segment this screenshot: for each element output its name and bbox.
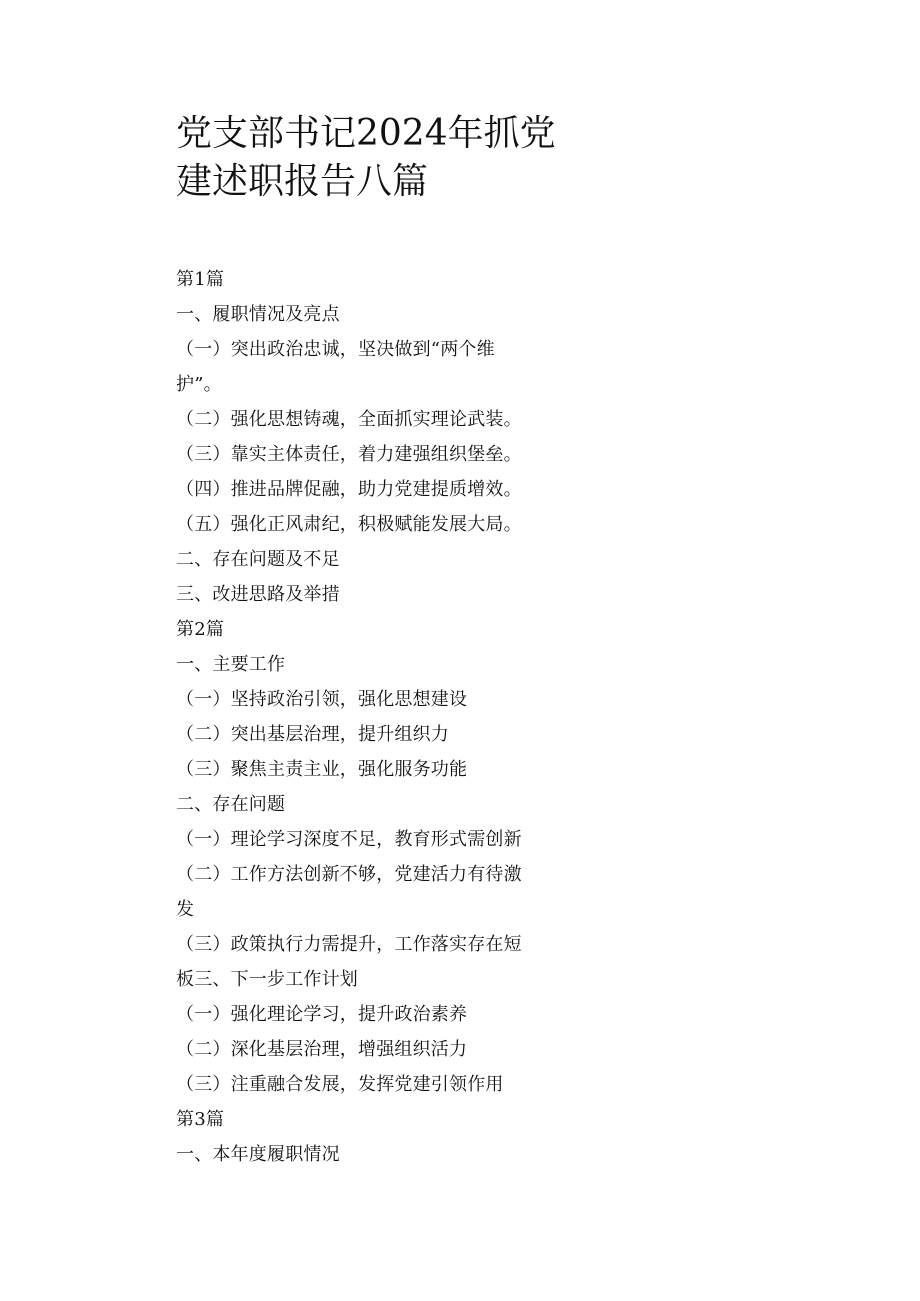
title-line-1: 党支部书记2024年抓党 (176, 113, 556, 154)
toc-line: （一）突出政治忠诚，坚决做到“两个维 (176, 339, 495, 360)
toc-line: （一）强化理论学习，提升政治素养 (176, 1004, 468, 1025)
toc-line: 发 (176, 899, 195, 920)
document-title (176, 110, 556, 206)
toc-line: （一）理论学习深度不足，教育形式需创新 (176, 829, 522, 850)
toc-line: 一、履职情况及亮点 (176, 304, 340, 325)
toc-line: 护”。 (176, 374, 222, 395)
toc-line: 三、改进思路及举措 (176, 584, 340, 605)
toc-line: 第1篇 (176, 269, 225, 290)
toc-line: （一）坚持政治引领，强化思想建设 (176, 689, 468, 710)
toc-line: 二、存在问题及不足 (176, 549, 340, 570)
table-of-contents (176, 262, 536, 1172)
toc-line: 一、本年度履职情况 (176, 1144, 340, 1165)
toc-line: 二、存在问题 (176, 794, 286, 815)
toc-line: （二）突出基层治理，提升组织力 (176, 724, 449, 745)
toc-line: （三）靠实主体责任，着力建强组织堡垒。 (176, 444, 522, 465)
toc-line: （五）强化正风肃纪，积极赋能发展大局。 (176, 514, 522, 535)
toc-line: （三）政策执行力需提升，工作落实存在短 (176, 934, 522, 955)
title-line-2: 建述职报告八篇 (176, 161, 429, 202)
toc-line: （三）聚焦主责主业，强化服务功能 (176, 759, 468, 780)
toc-line: 板三、下一步工作计划 (176, 969, 358, 990)
toc-line: 第2篇 (176, 619, 225, 640)
toc-line: 第3篇 (176, 1109, 225, 1130)
toc-line: 一、主要工作 (176, 654, 286, 675)
toc-line: （二）强化思想铸魂，全面抓实理论武装。 (176, 409, 522, 430)
toc-line: （四）推进品牌促融，助力党建提质增效。 (176, 479, 522, 500)
toc-line: （二）工作方法创新不够，党建活力有待激 (176, 864, 522, 885)
toc-line: （三）注重融合发展，发挥党建引领作用 (176, 1074, 504, 1095)
toc-line: （二）深化基层治理，增强组织活力 (176, 1039, 468, 1060)
